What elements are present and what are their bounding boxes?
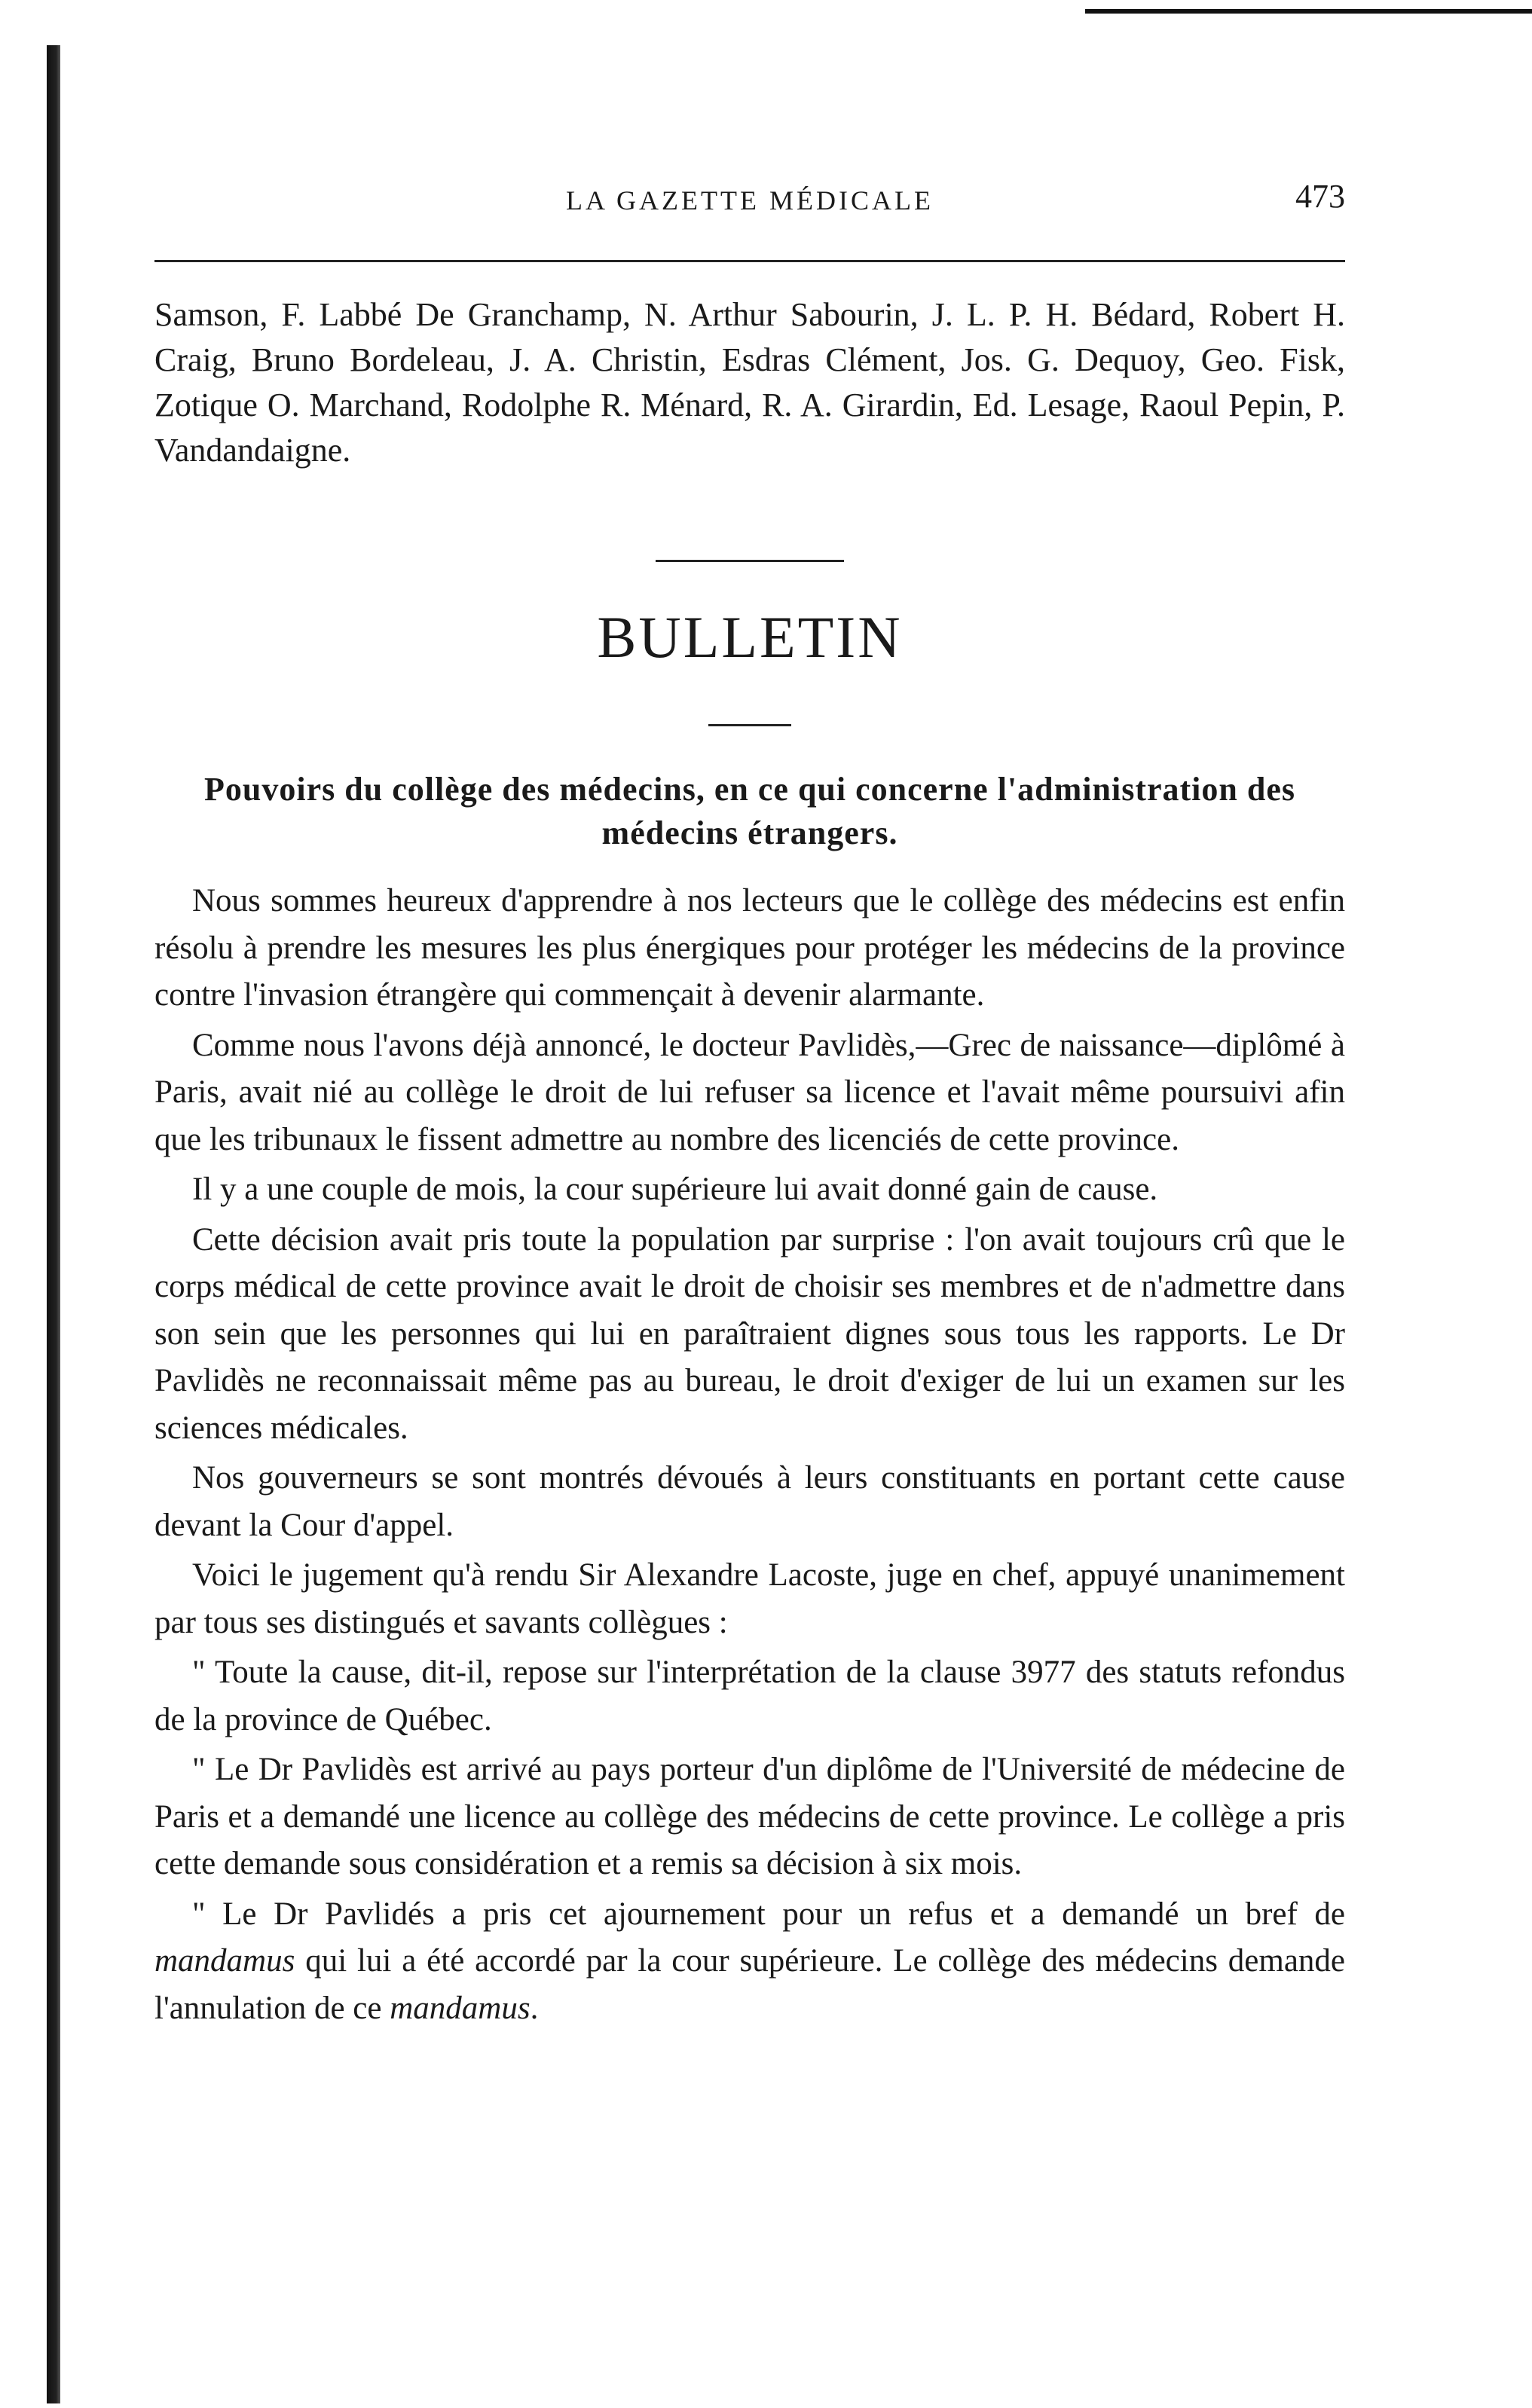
paragraph-4: Cette décision avait pris toute la population par surprise : l'on avait toujours crû que le corps médical de cette province avait le droit de choisir ses membres et de n'admettre dans son sein que les personnes qui lui en paraîtraient dignes sous tous les rapports. Le Dr Pavlidès ne reconnaissait même pas au bureau, le droit d'exiger de lui un examen sur les sciences médicales. (154, 1221, 1345, 1446)
paragraph-7: " Toute la cause, dit-il, repose sur l'interprétation de la clause 3977 des statuts refondus de la province de Québec. (154, 1655, 1345, 1737)
running-title: LA GAZETTE MÉDICALE (566, 185, 934, 215)
article-body (154, 878, 1345, 2032)
paragraph-6: Voici le jugement qu'à rendu Sir Alexandre Lacoste, juge en chef, appuyé unanimement par tous ses distingués et savants collègues : (154, 1557, 1345, 1640)
paragraph-8: " Le Dr Pavlidès est arrivé au pays porteur d'un diplôme de l'Université de médecine de Paris et a demandé une licence au collège des médecins de cette province. Le collège a pris cette demande sous considération et a remis sa décision à six mois. (154, 1752, 1345, 1881)
header-rule (154, 260, 1345, 262)
scan-binding-edge (47, 45, 60, 2403)
article-title: Pouvoirs du collège des médecins, en ce qui concerne l'administration des médecins étrangers. (204, 771, 1295, 851)
paragraph-9-part-3: . (530, 1990, 539, 2026)
scan-top-edge (1085, 9, 1532, 14)
running-head (154, 170, 1345, 222)
page-number: 473 (1295, 178, 1345, 215)
paragraph-9-part-2: qui lui a été accordé par la cour supérieure. Le collège des médecins demande l'annulation de ce (154, 1943, 1345, 2026)
paragraph-5: Nos gouverneurs se sont montrés dévoués à leurs constituants en portant cette cause devant la Cour d'appel. (154, 1460, 1345, 1543)
paragraph-9-part-1: " Le Dr Pavlidés a pris cet ajournement pour un refus et a demandé un bref de (192, 1896, 1345, 1932)
page (154, 170, 1345, 2032)
mandamus-italic-1: mandamus (154, 1943, 295, 1979)
section-title: BULLETIN (597, 604, 903, 670)
section-divider (656, 560, 844, 562)
paragraph-9 (154, 1891, 1345, 2033)
title-divider (708, 724, 791, 726)
paragraph-1: Nous sommes heureux d'apprendre à nos lecteurs que le collège des médecins est enfin résolu à prendre les mesures les plus énergiques pour protéger les médecins de la province contre l'invasion étrangère qui commençait à devenir alarmante. (154, 883, 1345, 1013)
paragraph-3: Il y a une couple de mois, la cour supérieure lui avait donné gain de cause. (192, 1172, 1158, 1207)
names-paragraph: Samson, F. Labbé De Granchamp, N. Arthur Sabourin, J. L. P. H. Bédard, Robert H. Craig, Bruno Bordeleau, J. A. Christin, Esdras Clément, Jos. G. Dequoy, Geo. Fisk, Zotique O. Marchand, Rodolphe R. Ménard, R. A. Girardin, Ed. Lesage, Raoul Pepin, P. Vandandaigne. (154, 296, 1345, 469)
paragraph-2: Comme nous l'avons déjà annoncé, le docteur Pavlidès,—Grec de naissance—diplômé à Paris, avait nié au collège le droit de lui refuser sa licence et l'avait même poursuivi afin que les tribunaux le fissent admettre au nombre des licenciés de cette province. (154, 1027, 1345, 1157)
mandamus-italic-2: mandamus (390, 1990, 531, 2026)
